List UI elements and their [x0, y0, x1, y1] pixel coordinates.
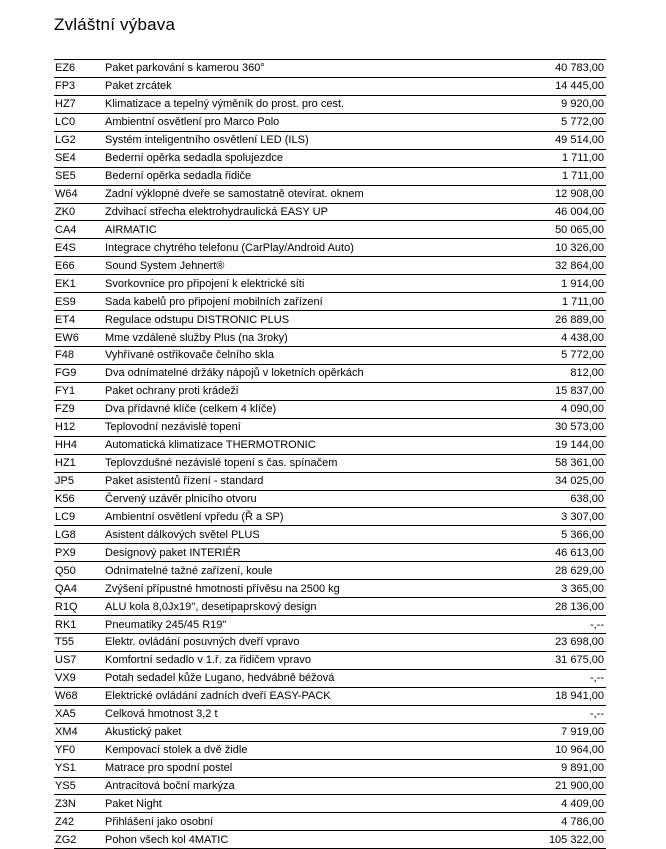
option-description: Komfortní sedadlo v 1.ř. za řidičem vpravo: [105, 654, 312, 667]
table-row: [54, 526, 606, 544]
option-code: HZ7: [55, 98, 76, 111]
option-description: Ambientní osvětlení vpředu (Ř a SP): [105, 510, 284, 523]
option-price: 4 409,00: [561, 797, 604, 810]
option-price: 19 144,00: [555, 439, 604, 452]
option-code: CA4: [55, 223, 77, 236]
option-price: 3 307,00: [561, 510, 604, 523]
option-code: Q50: [55, 564, 76, 577]
table-row: [54, 455, 606, 473]
option-price: 638,00: [570, 492, 604, 505]
table-row: [54, 562, 606, 580]
table-row: [54, 347, 606, 365]
option-code: PX9: [55, 546, 76, 559]
table-row: [54, 598, 606, 616]
table-row: [54, 329, 606, 347]
option-price: 5 366,00: [561, 528, 604, 541]
table-row: [54, 257, 606, 275]
option-price: 46 613,00: [555, 546, 604, 559]
option-description: Zdvihací střecha elektrohydraulická EASY UP: [105, 205, 328, 218]
table-row: [54, 239, 606, 257]
table-row: [54, 813, 606, 831]
option-description: Ambientní osvětlení pro Marco Polo: [105, 116, 280, 129]
table-row: [54, 132, 606, 150]
table-row: [54, 795, 606, 813]
option-description: Dva odnímatelné držáky nápojů v loketních opěrkách: [105, 367, 364, 380]
option-description: Bederní opěrka sedadla spolujezdce: [105, 152, 283, 165]
option-code: QA4: [55, 582, 78, 595]
option-description: Zadní výklopné dveře se samostatně otevírat. oknem: [105, 188, 364, 201]
option-code: R1Q: [55, 600, 78, 613]
option-price: 4 786,00: [561, 815, 604, 828]
option-code: E4S: [55, 241, 76, 254]
table-row: [54, 616, 606, 634]
option-description: Mme vzdálené služby Plus (na 3roky): [105, 331, 288, 344]
option-code: ET4: [55, 313, 76, 326]
option-code: SE5: [55, 170, 76, 183]
option-description: Paket parkování s kamerou 360°: [105, 62, 265, 75]
option-code: VX9: [55, 672, 76, 685]
option-price: 28 629,00: [555, 564, 604, 577]
table-row: [54, 688, 606, 706]
table-row: [54, 652, 606, 670]
table-row: [54, 221, 606, 239]
option-price: -,--: [589, 672, 604, 685]
table-row: [54, 437, 606, 455]
option-price: 9 891,00: [561, 762, 604, 775]
option-code: FY1: [55, 385, 76, 398]
table-row: [54, 742, 606, 760]
option-price: 7 919,00: [561, 726, 604, 739]
option-price: 23 698,00: [555, 636, 604, 649]
option-description: Paket asistentů řízení - standard: [105, 475, 264, 488]
option-description: Integrace chytrého telefonu (CarPlay/Android Auto): [105, 241, 354, 254]
table-row: [54, 544, 606, 562]
table-row: [54, 508, 606, 526]
option-description: Systém inteligentního osvětlení LED (ILS): [105, 134, 309, 147]
option-description: Vyhřívané ostřikovače čelního skla: [105, 349, 274, 362]
table-row: [54, 670, 606, 688]
option-description: Antracitová boční markýza: [105, 779, 235, 792]
option-code: ES9: [55, 295, 76, 308]
option-code: LG2: [55, 134, 76, 147]
table-row: [54, 114, 606, 132]
option-description: Matrace pro spodní postel: [105, 762, 233, 775]
option-price: 1 711,00: [561, 295, 604, 308]
option-price: 5 772,00: [561, 116, 604, 129]
option-price: 9 920,00: [561, 98, 604, 111]
option-price: 28 136,00: [555, 600, 604, 613]
option-code: LC0: [55, 116, 76, 129]
table-row: [54, 365, 606, 383]
option-code: HH4: [55, 439, 78, 452]
option-description: Červený uzávěr plnicího otvoru: [105, 492, 257, 505]
table-row: [54, 168, 606, 186]
equipment-table: [54, 59, 606, 849]
option-description: Pneumatiky 245/45 R19": [105, 618, 227, 631]
option-description: Regulace odstupu DISTRONIC PLUS: [105, 313, 290, 326]
option-code: XA5: [55, 708, 76, 721]
option-code: YS1: [55, 762, 76, 775]
table-row: [54, 401, 606, 419]
option-price: 58 361,00: [555, 457, 604, 470]
option-code: W64: [55, 188, 78, 201]
option-code: YS5: [55, 779, 76, 792]
table-row: [54, 383, 606, 401]
option-description: Teplovzdušné nezávislé topení s čas. spínačem: [105, 457, 338, 470]
option-description: Dva přídavné klíče (celkem 4 klíče): [105, 403, 277, 416]
option-code: EK1: [55, 277, 76, 290]
option-code: ZG2: [55, 833, 77, 846]
option-description: Paket zrcátek: [105, 80, 172, 93]
option-description: Paket ochrany proti krádeži: [105, 385, 239, 398]
option-code: F48: [55, 349, 74, 362]
table-row: [54, 778, 606, 796]
option-price: 34 025,00: [555, 475, 604, 488]
option-price: 21 900,00: [555, 779, 604, 792]
option-price: 105 322,00: [548, 833, 604, 846]
option-price: 5 772,00: [561, 349, 604, 362]
option-description: Elektr. ovládání posuvných dveří vpravo: [105, 636, 300, 649]
table-row: [54, 96, 606, 114]
table-row: [54, 186, 606, 204]
option-price: 10 326,00: [555, 241, 604, 254]
document-title: Zvláštní výbava: [54, 15, 176, 34]
option-code: HZ1: [55, 457, 76, 470]
option-price: 49 514,00: [555, 134, 604, 147]
option-code: W68: [55, 690, 78, 703]
option-price: 30 573,00: [555, 421, 604, 434]
option-description: Sada kabelů pro připojení mobilních zařízení: [105, 295, 323, 308]
table-row: [54, 419, 606, 437]
option-code: RK1: [55, 618, 77, 631]
option-description: Potah sedadel kůže Lugano, hedvábně béžová: [105, 672, 335, 685]
option-price: 15 837,00: [555, 385, 604, 398]
option-description: AIRMATIC: [105, 223, 157, 236]
option-code: FZ9: [55, 403, 75, 416]
table-row: [54, 59, 606, 78]
option-description: Sound System Jehnert®: [105, 259, 225, 272]
option-code: EW6: [55, 331, 79, 344]
table-row: [54, 580, 606, 598]
option-description: Automatická klimatizace THERMOTRONIC: [105, 439, 316, 452]
table-row: [54, 311, 606, 329]
option-code: E66: [55, 259, 75, 272]
option-code: LC9: [55, 510, 76, 523]
option-code: LG8: [55, 528, 76, 541]
option-description: Přihlášení jako osobní: [105, 815, 214, 828]
option-price: -,--: [589, 618, 604, 631]
option-description: Klimatizace a tepelný výměník do prost. pro cest.: [105, 98, 345, 111]
table-row: [54, 275, 606, 293]
option-price: 32 864,00: [555, 259, 604, 272]
option-price: 14 445,00: [555, 80, 604, 93]
option-price: 46 004,00: [555, 205, 604, 218]
option-price: 12 908,00: [555, 188, 604, 201]
option-code: FG9: [55, 367, 77, 380]
option-price: 50 065,00: [555, 223, 604, 236]
option-price: 26 889,00: [555, 313, 604, 326]
option-code: XM4: [55, 726, 78, 739]
table-row: [54, 491, 606, 509]
option-description: Elektrické ovládání zadních dveří EASY-PACK: [105, 690, 331, 703]
option-price: 40 783,00: [555, 62, 604, 75]
option-code: Z42: [55, 815, 74, 828]
table-row: [54, 473, 606, 491]
option-description: ALU kola 8,0Jx19'', desetipaprskový design: [105, 600, 317, 613]
option-price: 1 914,00: [561, 277, 604, 290]
table-row: [54, 293, 606, 311]
option-description: Teplovodní nezávislé topení: [105, 421, 241, 434]
option-description: Designový paket INTERIÉR: [105, 546, 241, 559]
option-description: Akustický paket: [105, 726, 182, 739]
option-description: Zvýšení přípustné hmotnosti přívěsu na 2500 kg: [105, 582, 340, 595]
option-price: -,--: [589, 708, 604, 721]
option-description: Svorkovnice pro připojení k elektrické síti: [105, 277, 305, 290]
option-price: 18 941,00: [555, 690, 604, 703]
option-code: FP3: [55, 80, 76, 93]
option-code: K56: [55, 492, 75, 505]
option-code: H12: [55, 421, 76, 434]
option-code: T55: [55, 636, 74, 649]
option-code: EZ6: [55, 62, 76, 75]
option-price: 4 438,00: [561, 331, 604, 344]
option-description: Celková hmotnost 3,2 t: [105, 708, 218, 721]
option-price: 31 675,00: [555, 654, 604, 667]
option-price: 4 090,00: [561, 403, 604, 416]
table-row: [54, 706, 606, 724]
option-description: Kempovací stolek a dvě židle: [105, 744, 248, 757]
option-code: Z3N: [55, 797, 76, 810]
option-price: 812,00: [570, 367, 604, 380]
option-description: Odnímatelné tažné zařízení, koule: [105, 564, 273, 577]
table-row: [54, 760, 606, 778]
table-row: [54, 150, 606, 168]
option-description: Asistent dálkových světel PLUS: [105, 528, 260, 541]
option-description: Pohon všech kol 4MATIC: [105, 833, 229, 846]
option-price: 3 365,00: [561, 582, 604, 595]
option-description: Bederní opěrka sedadla řidiče: [105, 170, 252, 183]
option-price: 1 711,00: [561, 170, 604, 183]
table-row: [54, 724, 606, 742]
option-price: 10 964,00: [555, 744, 604, 757]
option-code: JP5: [55, 475, 74, 488]
option-code: YF0: [55, 744, 76, 757]
option-code: ZK0: [55, 205, 76, 218]
table-row: [54, 78, 606, 96]
table-row: [54, 634, 606, 652]
option-price: 1 711,00: [561, 152, 604, 165]
option-code: SE4: [55, 152, 76, 165]
option-code: US7: [55, 654, 77, 667]
table-row: [54, 831, 606, 849]
table-row: [54, 204, 606, 222]
option-description: Paket Night: [105, 797, 162, 810]
